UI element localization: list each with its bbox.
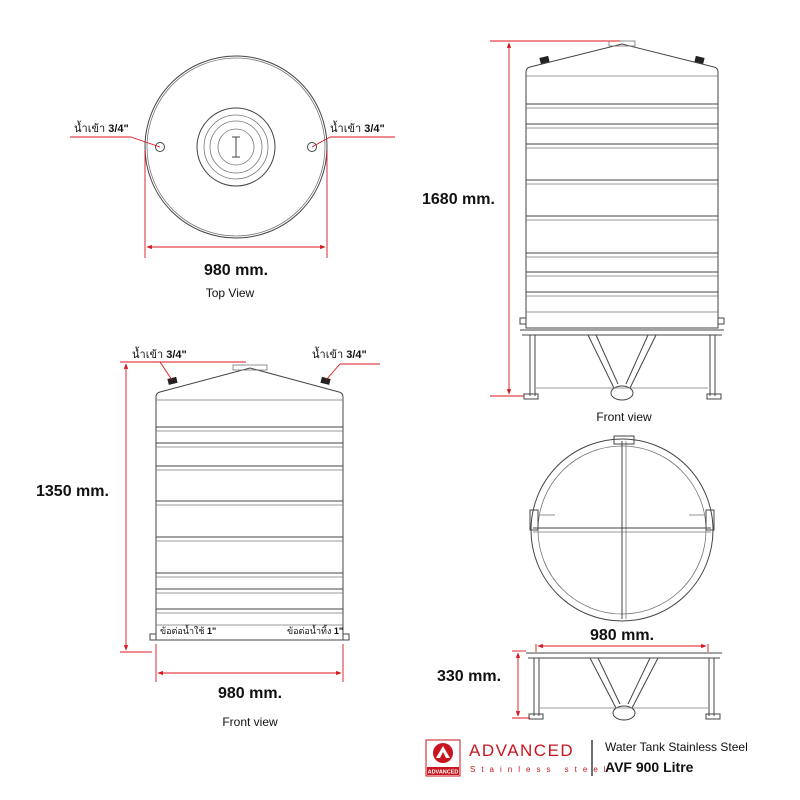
- stand-view-height-total: 1680 mm.: [422, 191, 495, 208]
- top-inlet-right-label: น้ำเข้า 3/4": [330, 123, 385, 135]
- front-view-caption: Front view: [222, 715, 278, 729]
- front-outlet-right-label: ข้อต่อน้ำทิ้ง 1": [287, 626, 344, 636]
- brand-tagline: Stainless steel: [470, 765, 612, 774]
- front-inlet-right-label: น้ำเข้า 3/4": [312, 349, 367, 361]
- front-view-height: 1350 mm.: [36, 483, 109, 500]
- brand-logo: [426, 740, 460, 776]
- top-view-caption: Top View: [205, 286, 255, 300]
- top-view-width: 980 mm.: [203, 262, 269, 279]
- front-outlet-left-label: ข้อต่อน้ำใช้ 1": [160, 626, 217, 636]
- front-view-width: 980 mm.: [217, 685, 283, 702]
- stand-height-label: 330 mm.: [437, 668, 502, 685]
- brand-name: ADVANCED: [469, 741, 575, 760]
- front-view-tank-on-stand: [490, 41, 724, 400]
- logo-text: ADVANCED: [427, 769, 459, 776]
- product-type: Water Tank Stainless Steel: [605, 740, 748, 754]
- product-model: AVF 900 Litre: [605, 759, 694, 775]
- stand-front-view: [512, 644, 722, 720]
- top-view: [70, 56, 395, 258]
- top-inlet-left-label: น้ำเข้า 3/4": [74, 123, 129, 135]
- front-view-right-caption: Front view: [596, 410, 652, 424]
- stand-width-label: 980 mm.: [589, 627, 655, 644]
- front-inlet-left-label: น้ำเข้า 3/4": [132, 349, 187, 361]
- stand-top-view: [530, 436, 714, 621]
